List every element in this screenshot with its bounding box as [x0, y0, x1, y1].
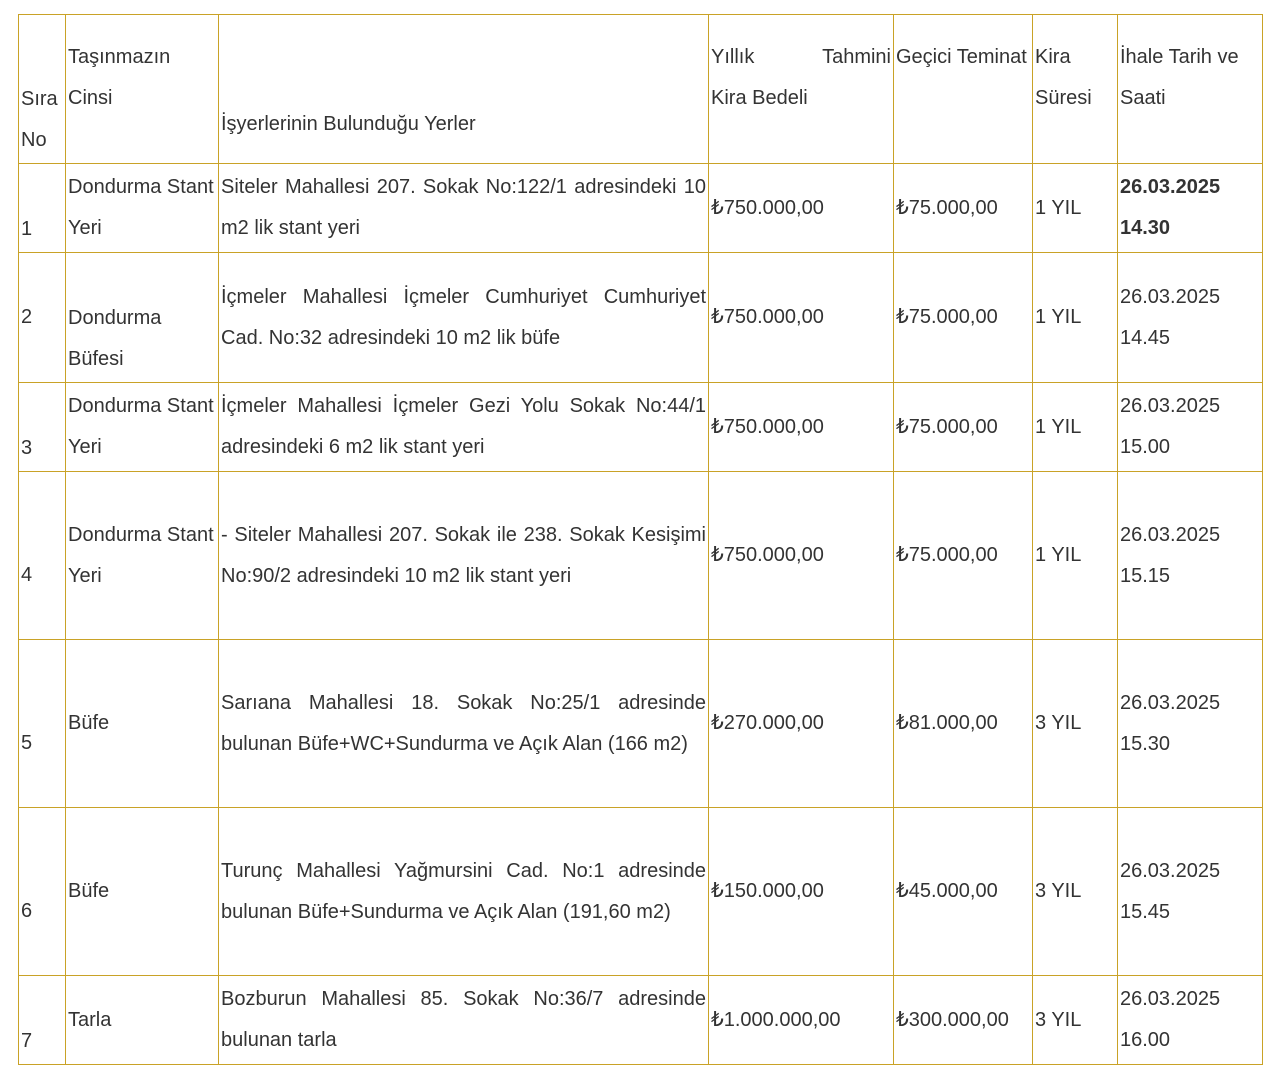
header-tasinmaz-cinsi-label: Taşınmazın Cinsi: [68, 46, 171, 109]
cell-type: Dondurma Büfesi: [66, 253, 219, 383]
cell-rent: ₺750.000,00: [709, 383, 894, 472]
cell-location: İçmeler Mahallesi İçmeler Gezi Yolu Sokak No:44/1 adresindeki 6 m2 lik stant yeri: [219, 383, 709, 472]
cell-date: 26.03.2025 15.30: [1118, 640, 1263, 808]
cell-location: - Siteler Mahallesi 207. Sokak ile 238. Sokak Kesişimi No:90/2 adresindeki 10 m2 lik stant yeri: [219, 472, 709, 640]
cell-deposit: ₺75.000,00: [894, 472, 1033, 640]
cell-deposit: ₺300.000,00: [894, 976, 1033, 1065]
table-row: [19, 976, 1263, 1065]
cell-duration: 1 YIL: [1033, 383, 1118, 472]
header-kira-bedeli-line: Kira Bedeli: [711, 87, 808, 109]
header-gecici-teminat: [894, 15, 1033, 164]
table-row: [19, 253, 1263, 383]
header-sira-no: [19, 15, 66, 164]
cell-duration: 3 YIL: [1033, 976, 1118, 1065]
cell-rent: ₺750.000,00: [709, 164, 894, 253]
header-gecici-teminat-label: Geçici Teminat: [896, 46, 1027, 68]
cell-duration: 1 YIL: [1033, 253, 1118, 383]
cell-duration: 3 YIL: [1033, 808, 1118, 976]
cell-no: 5: [19, 640, 66, 808]
cell-no: 4: [19, 472, 66, 640]
cell-location: İçmeler Mahallesi İçmeler Cumhuriyet Cumhuriyet Cad. No:32 adresindeki 10 m2 lik büfe: [219, 253, 709, 383]
cell-location: Turunç Mahallesi Yağmursini Cad. No:1 adresinde bulunan Büfe+Sundurma ve Açık Alan (191,60 m2): [219, 808, 709, 976]
table-header-row: [19, 15, 1263, 164]
table-row: [19, 472, 1263, 640]
cell-deposit: ₺75.000,00: [894, 253, 1033, 383]
header-ihale-tarih: [1118, 15, 1263, 164]
cell-deposit: ₺75.000,00: [894, 164, 1033, 253]
cell-rent: ₺750.000,00: [709, 472, 894, 640]
cell-type: Dondurma Stant Yeri: [66, 164, 219, 253]
cell-type: Dondurma Stant Yeri: [66, 383, 219, 472]
cell-date: 26.03.2025 16.00: [1118, 976, 1263, 1065]
cell-deposit: ₺81.000,00: [894, 640, 1033, 808]
header-yillik-word: Yıllık: [711, 46, 755, 68]
cell-rent: ₺150.000,00: [709, 808, 894, 976]
header-ihale-tarih-label: İhale Tarih ve Saati: [1120, 46, 1239, 109]
cell-date: 26.03.2025 14.30: [1118, 164, 1263, 253]
header-isyeri-yerleri-label: İşyerlerinin Bulunduğu Yerler: [221, 113, 476, 135]
table-row: [19, 383, 1263, 472]
table-row: [19, 164, 1263, 253]
cell-date: 26.03.2025 14.45: [1118, 253, 1263, 383]
cell-date: 26.03.2025 15.00: [1118, 383, 1263, 472]
header-tasinmaz-cinsi: [66, 15, 219, 164]
header-sira-no-label: Sıra No: [21, 88, 58, 151]
cell-type: Tarla: [66, 976, 219, 1065]
cell-no: 6: [19, 808, 66, 976]
header-kira-suresi-label: Kira Süresi: [1035, 46, 1092, 109]
cell-no: 1: [19, 164, 66, 253]
cell-location: Siteler Mahallesi 207. Sokak No:122/1 adresindeki 10 m2 lik stant yeri: [219, 164, 709, 253]
table-row: [19, 808, 1263, 976]
cell-duration: 1 YIL: [1033, 472, 1118, 640]
cell-rent: ₺750.000,00: [709, 253, 894, 383]
header-kira-suresi: [1033, 15, 1118, 164]
table-row: [19, 640, 1263, 808]
cell-date: 26.03.2025 15.15: [1118, 472, 1263, 640]
cell-type: Büfe: [66, 640, 219, 808]
cell-deposit: ₺45.000,00: [894, 808, 1033, 976]
cell-type: Dondurma Stant Yeri: [66, 472, 219, 640]
cell-deposit: ₺75.000,00: [894, 383, 1033, 472]
cell-rent: ₺1.000.000,00: [709, 976, 894, 1065]
cell-no: 3: [19, 383, 66, 472]
cell-location: Sarıana Mahallesi 18. Sokak No:25/1 adresinde bulunan Büfe+WC+Sundurma ve Açık Alan (166 m2): [219, 640, 709, 808]
cell-location: Bozburun Mahallesi 85. Sokak No:36/7 adresinde bulunan tarla: [219, 976, 709, 1065]
cell-duration: 1 YIL: [1033, 164, 1118, 253]
header-tahmini-word: Tahmini: [822, 46, 891, 68]
cell-duration: 3 YIL: [1033, 640, 1118, 808]
header-yillik-kira: [709, 15, 894, 164]
header-isyeri-yerleri: [219, 15, 709, 164]
cell-no: 2: [19, 253, 66, 383]
cell-no: 7: [19, 976, 66, 1065]
cell-type: Büfe: [66, 808, 219, 976]
cell-rent: ₺270.000,00: [709, 640, 894, 808]
cell-date: 26.03.2025 15.45: [1118, 808, 1263, 976]
tender-table: [18, 14, 1263, 1065]
